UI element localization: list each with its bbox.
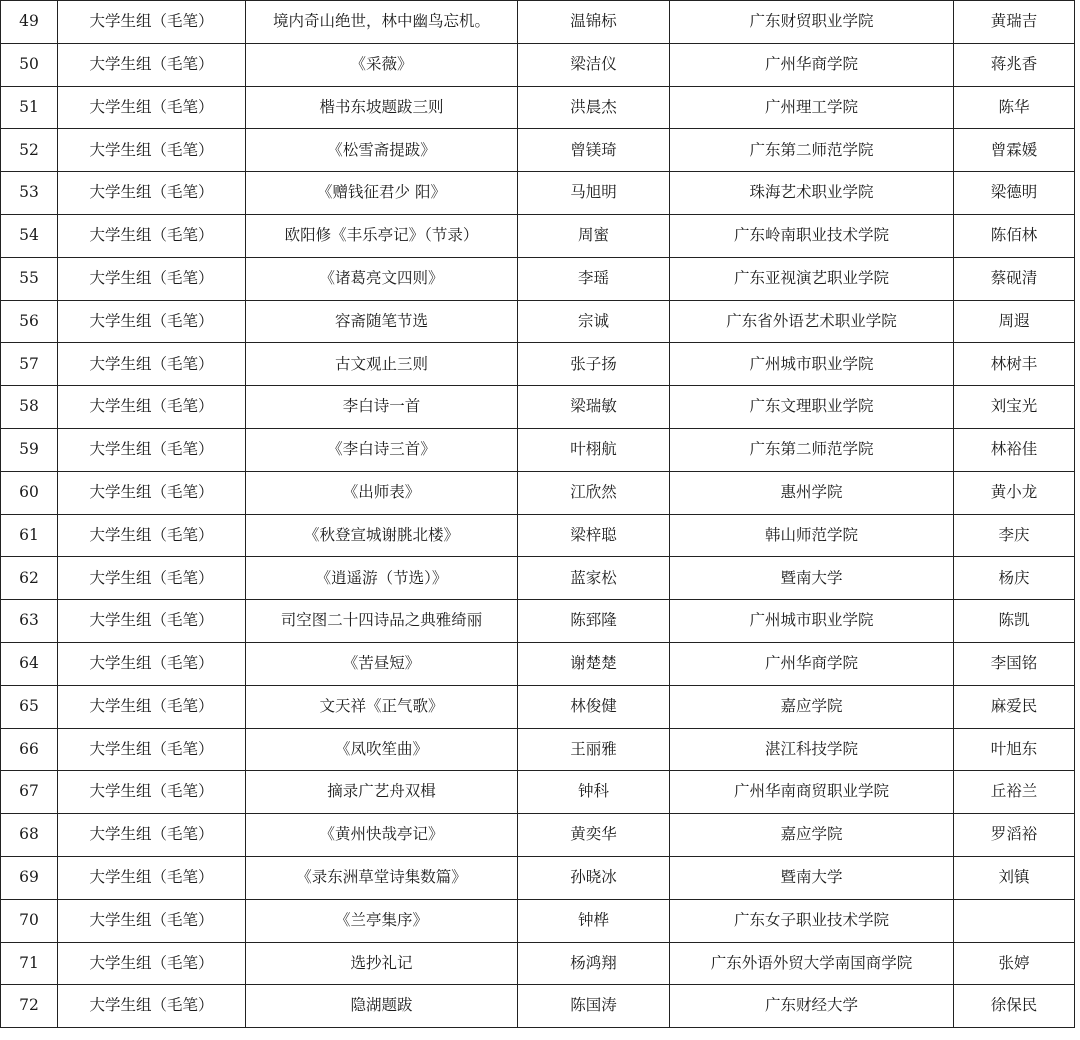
entry-number-cell: 53 xyxy=(1,172,58,215)
entry-number-cell: 66 xyxy=(1,728,58,771)
table-row xyxy=(1,214,1075,257)
work-title-cell: 隐湖题跋 xyxy=(246,985,518,1028)
table-row xyxy=(1,728,1075,771)
category-cell: 大学生组（毛笔） xyxy=(58,86,246,129)
author-name-cell: 周蜜 xyxy=(518,214,670,257)
entry-number-cell: 58 xyxy=(1,386,58,429)
author-name-cell: 马旭明 xyxy=(518,172,670,215)
category-cell: 大学生组（毛笔） xyxy=(58,172,246,215)
table-row xyxy=(1,386,1075,429)
table-row xyxy=(1,771,1075,814)
author-name-cell: 梁梓聪 xyxy=(518,514,670,557)
table-row xyxy=(1,300,1075,343)
instructor-name-cell: 梁德明 xyxy=(954,172,1075,215)
work-title-cell: 李白诗一首 xyxy=(246,386,518,429)
entry-number-cell: 61 xyxy=(1,514,58,557)
entry-number-cell: 67 xyxy=(1,771,58,814)
author-name-cell: 宗诚 xyxy=(518,300,670,343)
work-title-cell: 容斋随笔节选 xyxy=(246,300,518,343)
table-row xyxy=(1,1,1075,44)
author-name-cell: 谢楚楚 xyxy=(518,642,670,685)
category-cell: 大学生组（毛笔） xyxy=(58,856,246,899)
table-row xyxy=(1,343,1075,386)
category-cell: 大学生组（毛笔） xyxy=(58,600,246,643)
school-name-cell: 广东亚视演艺职业学院 xyxy=(670,257,954,300)
school-name-cell: 广东女子职业技术学院 xyxy=(670,899,954,942)
school-name-cell: 广东第二师范学院 xyxy=(670,129,954,172)
entry-number-cell: 60 xyxy=(1,471,58,514)
school-name-cell: 暨南大学 xyxy=(670,856,954,899)
work-title-cell: 摘录广艺舟双楫 xyxy=(246,771,518,814)
category-cell: 大学生组（毛笔） xyxy=(58,942,246,985)
work-title-cell: 《诸葛亮文四则》 xyxy=(246,257,518,300)
work-title-cell: 《逍遥游（节选）》 xyxy=(246,557,518,600)
author-name-cell: 陈国涛 xyxy=(518,985,670,1028)
school-name-cell: 暨南大学 xyxy=(670,557,954,600)
instructor-name-cell: 蒋兆香 xyxy=(954,43,1075,86)
category-cell: 大学生组（毛笔） xyxy=(58,728,246,771)
school-name-cell: 广东财贸职业学院 xyxy=(670,1,954,44)
entry-number-cell: 50 xyxy=(1,43,58,86)
instructor-name-cell: 陈佰林 xyxy=(954,214,1075,257)
work-title-cell: 《秋登宣城谢朓北楼》 xyxy=(246,514,518,557)
work-title-cell: 古文观止三则 xyxy=(246,343,518,386)
table-row xyxy=(1,172,1075,215)
category-cell: 大学生组（毛笔） xyxy=(58,771,246,814)
table-row xyxy=(1,856,1075,899)
instructor-name-cell: 曾霖媛 xyxy=(954,129,1075,172)
entry-number-cell: 55 xyxy=(1,257,58,300)
instructor-name-cell: 张婷 xyxy=(954,942,1075,985)
school-name-cell: 湛江科技学院 xyxy=(670,728,954,771)
work-title-cell: 《赠钱征君少 阳》 xyxy=(246,172,518,215)
award-list-body xyxy=(1,1,1075,1028)
entry-number-cell: 64 xyxy=(1,642,58,685)
school-name-cell: 广东岭南职业技术学院 xyxy=(670,214,954,257)
school-name-cell: 广州理工学院 xyxy=(670,86,954,129)
work-title-cell: 《录东洲草堂诗集数篇》 xyxy=(246,856,518,899)
entry-number-cell: 68 xyxy=(1,814,58,857)
school-name-cell: 广东财经大学 xyxy=(670,985,954,1028)
author-name-cell: 张子扬 xyxy=(518,343,670,386)
table-row xyxy=(1,43,1075,86)
school-name-cell: 广州华南商贸职业学院 xyxy=(670,771,954,814)
author-name-cell: 梁洁仪 xyxy=(518,43,670,86)
entry-number-cell: 65 xyxy=(1,685,58,728)
school-name-cell: 嘉应学院 xyxy=(670,814,954,857)
author-name-cell: 温锦标 xyxy=(518,1,670,44)
school-name-cell: 广东省外语艺术职业学院 xyxy=(670,300,954,343)
school-name-cell: 广州城市职业学院 xyxy=(670,600,954,643)
instructor-name-cell: 丘裕兰 xyxy=(954,771,1075,814)
instructor-name-cell: 罗滔裕 xyxy=(954,814,1075,857)
entry-number-cell: 56 xyxy=(1,300,58,343)
author-name-cell: 杨鸿翔 xyxy=(518,942,670,985)
work-title-cell: 选抄礼记 xyxy=(246,942,518,985)
work-title-cell: 境内奇山绝世，林中幽鸟忘机。 xyxy=(246,1,518,44)
category-cell: 大学生组（毛笔） xyxy=(58,129,246,172)
instructor-name-cell: 麻爱民 xyxy=(954,685,1075,728)
instructor-name-cell: 黄小龙 xyxy=(954,471,1075,514)
instructor-name-cell: 林树丰 xyxy=(954,343,1075,386)
table-row xyxy=(1,942,1075,985)
school-name-cell: 广州华商学院 xyxy=(670,642,954,685)
instructor-name-cell: 刘宝光 xyxy=(954,386,1075,429)
author-name-cell: 钟科 xyxy=(518,771,670,814)
category-cell: 大学生组（毛笔） xyxy=(58,985,246,1028)
instructor-name-cell: 叶旭东 xyxy=(954,728,1075,771)
author-name-cell: 叶栩航 xyxy=(518,428,670,471)
entry-number-cell: 71 xyxy=(1,942,58,985)
author-name-cell: 洪晨杰 xyxy=(518,86,670,129)
table-row xyxy=(1,814,1075,857)
category-cell: 大学生组（毛笔） xyxy=(58,1,246,44)
author-name-cell: 钟桦 xyxy=(518,899,670,942)
table-row xyxy=(1,642,1075,685)
category-cell: 大学生组（毛笔） xyxy=(58,43,246,86)
category-cell: 大学生组（毛笔） xyxy=(58,343,246,386)
instructor-name-cell: 黄瑞吉 xyxy=(954,1,1075,44)
table-row xyxy=(1,899,1075,942)
category-cell: 大学生组（毛笔） xyxy=(58,386,246,429)
instructor-name-cell: 徐保民 xyxy=(954,985,1075,1028)
work-title-cell: 《采薇》 xyxy=(246,43,518,86)
category-cell: 大学生组（毛笔） xyxy=(58,899,246,942)
table-row xyxy=(1,985,1075,1028)
school-name-cell: 惠州学院 xyxy=(670,471,954,514)
instructor-name-cell: 刘镇 xyxy=(954,856,1075,899)
work-title-cell: 《松雪斋提跋》 xyxy=(246,129,518,172)
category-cell: 大学生组（毛笔） xyxy=(58,428,246,471)
work-title-cell: 《凤吹笙曲》 xyxy=(246,728,518,771)
category-cell: 大学生组（毛笔） xyxy=(58,514,246,557)
instructor-name-cell: 蔡砚清 xyxy=(954,257,1075,300)
school-name-cell: 广州华商学院 xyxy=(670,43,954,86)
work-title-cell: 文天祥《正气歌》 xyxy=(246,685,518,728)
category-cell: 大学生组（毛笔） xyxy=(58,557,246,600)
table-row xyxy=(1,257,1075,300)
category-cell: 大学生组（毛笔） xyxy=(58,214,246,257)
entry-number-cell: 62 xyxy=(1,557,58,600)
table-row xyxy=(1,471,1075,514)
author-name-cell: 孙晓冰 xyxy=(518,856,670,899)
author-name-cell: 蓝家松 xyxy=(518,557,670,600)
entry-number-cell: 51 xyxy=(1,86,58,129)
instructor-name-cell: 陈华 xyxy=(954,86,1075,129)
table-row xyxy=(1,557,1075,600)
school-name-cell: 珠海艺术职业学院 xyxy=(670,172,954,215)
entry-number-cell: 49 xyxy=(1,1,58,44)
entry-number-cell: 70 xyxy=(1,899,58,942)
category-cell: 大学生组（毛笔） xyxy=(58,257,246,300)
work-title-cell: 《苦昼短》 xyxy=(246,642,518,685)
school-name-cell: 韩山师范学院 xyxy=(670,514,954,557)
work-title-cell: 司空图二十四诗品之典雅绮丽 xyxy=(246,600,518,643)
table-row xyxy=(1,685,1075,728)
entry-number-cell: 59 xyxy=(1,428,58,471)
school-name-cell: 广州城市职业学院 xyxy=(670,343,954,386)
instructor-name-cell: 李国铭 xyxy=(954,642,1075,685)
entry-number-cell: 57 xyxy=(1,343,58,386)
author-name-cell: 梁瑞敏 xyxy=(518,386,670,429)
author-name-cell: 黄奕华 xyxy=(518,814,670,857)
entry-number-cell: 63 xyxy=(1,600,58,643)
instructor-name-cell: 杨庆 xyxy=(954,557,1075,600)
category-cell: 大学生组（毛笔） xyxy=(58,642,246,685)
author-name-cell: 李瑶 xyxy=(518,257,670,300)
category-cell: 大学生组（毛笔） xyxy=(58,814,246,857)
author-name-cell: 江欣然 xyxy=(518,471,670,514)
school-name-cell: 广东第二师范学院 xyxy=(670,428,954,471)
table-row xyxy=(1,514,1075,557)
author-name-cell: 王丽雅 xyxy=(518,728,670,771)
instructor-name-cell: 周遐 xyxy=(954,300,1075,343)
category-cell: 大学生组（毛笔） xyxy=(58,300,246,343)
author-name-cell: 林俊健 xyxy=(518,685,670,728)
entry-number-cell: 52 xyxy=(1,129,58,172)
category-cell: 大学生组（毛笔） xyxy=(58,471,246,514)
work-title-cell: 《出师表》 xyxy=(246,471,518,514)
school-name-cell: 广东外语外贸大学南国商学院 xyxy=(670,942,954,985)
author-name-cell: 陈郅隆 xyxy=(518,600,670,643)
entry-number-cell: 72 xyxy=(1,985,58,1028)
work-title-cell: 《李白诗三首》 xyxy=(246,428,518,471)
table-row xyxy=(1,129,1075,172)
work-title-cell: 楷书东坡题跋三则 xyxy=(246,86,518,129)
instructor-name-cell: 李庆 xyxy=(954,514,1075,557)
school-name-cell: 广东文理职业学院 xyxy=(670,386,954,429)
table-row xyxy=(1,86,1075,129)
instructor-name-cell: 林裕佳 xyxy=(954,428,1075,471)
entry-number-cell: 69 xyxy=(1,856,58,899)
school-name-cell: 嘉应学院 xyxy=(670,685,954,728)
work-title-cell: 《兰亭集序》 xyxy=(246,899,518,942)
entry-number-cell: 54 xyxy=(1,214,58,257)
table-row xyxy=(1,600,1075,643)
table-row xyxy=(1,428,1075,471)
author-name-cell: 曾镁琦 xyxy=(518,129,670,172)
instructor-name-cell xyxy=(954,899,1075,942)
instructor-name-cell: 陈凯 xyxy=(954,600,1075,643)
work-title-cell: 《黄州快哉亭记》 xyxy=(246,814,518,857)
work-title-cell: 欧阳修《丰乐亭记》（节录） xyxy=(246,214,518,257)
category-cell: 大学生组（毛笔） xyxy=(58,685,246,728)
